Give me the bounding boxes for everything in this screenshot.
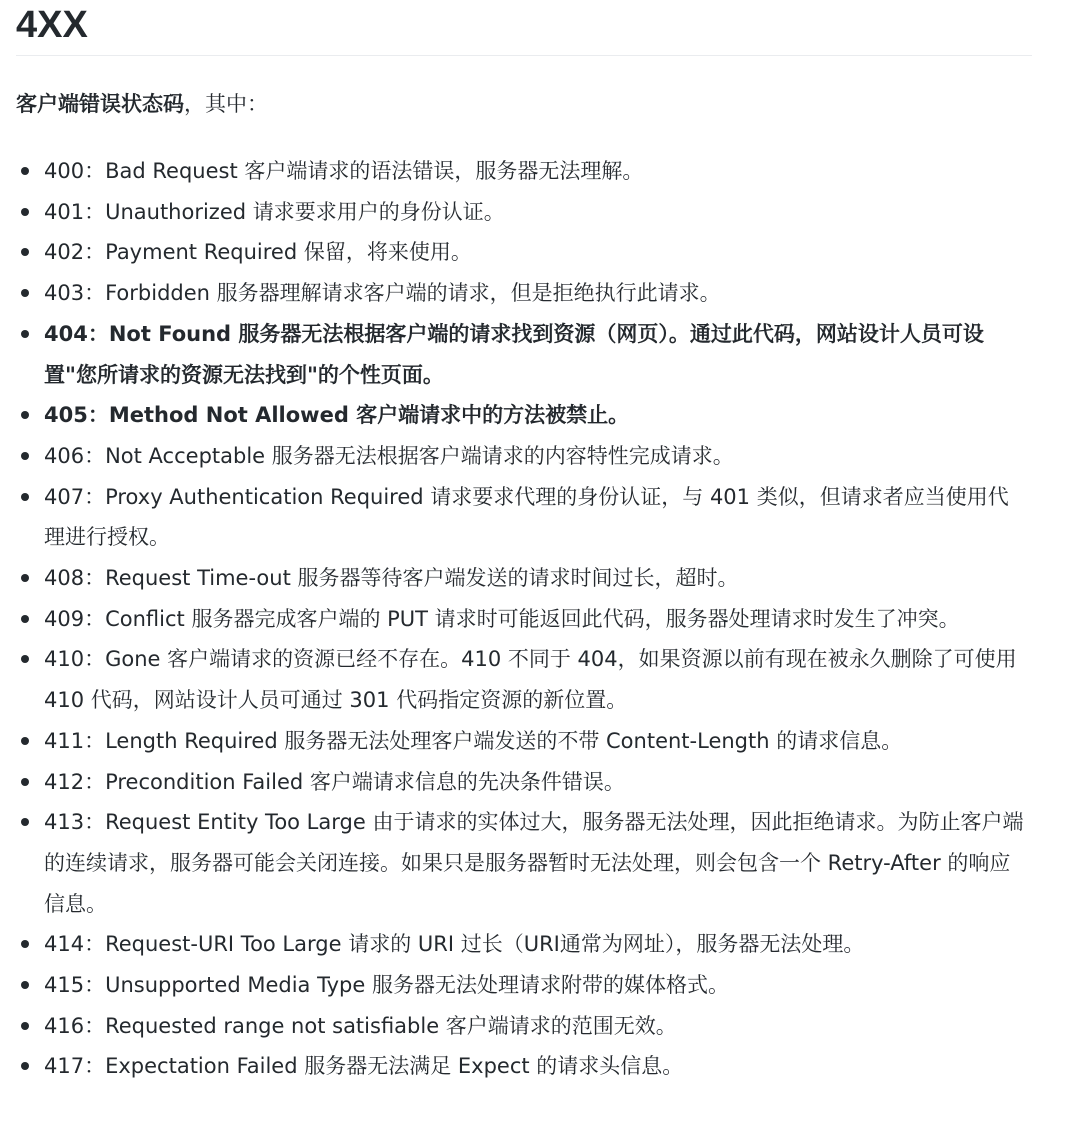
status-desc: 请求要求用户的身份认证。 (246, 199, 505, 224)
intro-strong: 客户端错误状态码 (16, 92, 184, 116)
status-code: 401 (44, 199, 85, 224)
bullet-icon (21, 411, 29, 419)
status-desc: 客户端请求的语法错误，服务器无法理解。 (237, 159, 644, 183)
bullet-icon (21, 493, 29, 501)
bullet-icon (21, 655, 29, 663)
status-sep: ： (84, 240, 106, 265)
bullet-icon (21, 452, 29, 460)
status-code-item-417 (16, 1046, 1026, 1087)
status-sep: ： (84, 199, 106, 224)
status-name: Unsupported Media Type (105, 973, 366, 998)
status-sep: ： (84, 566, 106, 591)
intro-paragraph (16, 56, 1053, 119)
status-name: Precondition Failed (105, 769, 304, 794)
status-name: Gone (105, 647, 161, 672)
bullet-icon (21, 981, 29, 989)
bullet-icon (21, 167, 29, 175)
status-code: 403 (44, 281, 85, 306)
status-sep: ： (84, 443, 106, 468)
status-name: Request Time-out (105, 566, 291, 591)
status-code: 405 (44, 403, 88, 428)
status-sep: ： (84, 484, 106, 509)
status-code-item-401 (16, 192, 1026, 233)
status-code: 402 (44, 240, 85, 265)
bullet-icon (21, 208, 29, 216)
status-sep: ： (84, 769, 106, 794)
status-code-item-406 (16, 436, 1026, 477)
status-sep: ： (84, 932, 106, 957)
status-name: Request-URI Too Large (105, 932, 342, 957)
status-sep: ： (84, 728, 106, 753)
status-code: 404 (44, 321, 88, 346)
status-sep: ： (84, 1054, 106, 1079)
status-sep: ： (84, 606, 106, 631)
status-code-item-402 (16, 232, 1026, 273)
status-code: 412 (44, 769, 85, 794)
status-sep: ： (84, 647, 106, 672)
status-desc: 客户端请求中的方法被禁止。 (348, 403, 630, 428)
status-name: Not Acceptable (105, 443, 266, 468)
status-code: 400 (44, 159, 85, 183)
status-code: 410 (44, 647, 85, 672)
status-code-list (16, 151, 1053, 1087)
status-desc: 服务器无法根据客户端请求的内容特性完成请求。 (265, 443, 734, 468)
status-desc: 保留，将来使用。 (297, 240, 472, 265)
status-code-item-412 (16, 762, 1026, 803)
status-name: Not Found (108, 321, 232, 346)
status-sep: ： (87, 403, 109, 428)
status-name: Conflict (105, 606, 185, 631)
status-name: Request Entity Too Large (105, 810, 366, 835)
status-desc: 服务器无法满足 Expect 的请求头信息。 (297, 1054, 684, 1079)
bullet-icon (21, 818, 29, 826)
bullet-icon (21, 1062, 29, 1070)
status-name: Method Not Allowed (108, 403, 349, 428)
status-desc: 服务器等待客户端发送的请求时间过长，超时。 (290, 566, 739, 591)
status-code-item-413 (16, 802, 1026, 924)
status-code: 416 (44, 1013, 85, 1038)
status-sep: ： (84, 1013, 106, 1038)
bullet-icon (21, 1022, 29, 1030)
status-name: Bad Request (105, 159, 238, 183)
status-sep: ： (84, 973, 106, 998)
status-desc: 服务器无法根据客户端的请求找到资源（网页）。通过此代码，网站设计人员可设置"您所请求的资源无法找到"的个性页面。 (44, 321, 984, 387)
status-sep: ： (87, 321, 109, 346)
status-name: Expectation Failed (105, 1054, 298, 1079)
status-code-item-407 (16, 477, 1026, 558)
status-name: Payment Required (105, 240, 298, 265)
status-code-item-409 (16, 599, 1026, 640)
bullet-icon (21, 615, 29, 623)
status-sep: ： (84, 810, 106, 835)
status-code-item-411 (16, 721, 1026, 762)
status-name: Requested range not satisfiable (105, 1013, 440, 1038)
status-code: 406 (44, 443, 85, 468)
status-code-item-416 (16, 1006, 1026, 1047)
bullet-icon (21, 289, 29, 297)
status-code: 417 (44, 1054, 85, 1079)
status-name: Proxy Authentication Required (105, 484, 424, 509)
status-code: 414 (44, 932, 85, 957)
status-code: 413 (44, 810, 85, 835)
status-code: 408 (44, 566, 85, 591)
bullet-icon (21, 574, 29, 582)
bullet-icon (21, 248, 29, 256)
status-desc: 客户端请求的范围无效。 (439, 1013, 677, 1038)
status-desc: 客户端请求信息的先决条件错误。 (303, 769, 625, 794)
bullet-icon (21, 330, 29, 338)
section-heading: 4XX (16, 0, 1032, 56)
status-desc: 服务器理解请求客户端的请求，但是拒绝执行此请求。 (209, 281, 721, 306)
status-name: Unauthorized (105, 199, 247, 224)
status-code-item-404 (16, 314, 1026, 395)
status-desc: 客户端请求的资源已经不存在。410 不同于 404，如果资源以前有现在被永久删除了可使用 410 代码，网站设计人员可通过 301 代码指定资源的新位置。 (44, 647, 1017, 713)
status-desc: 请求要求代理的身份认证，与 401 类似，但请求者应当使用代理进行授权。 (44, 484, 1009, 550)
status-desc: 服务器无法处理请求附带的媒体格式。 (365, 973, 729, 998)
status-name: Forbidden (105, 281, 210, 306)
status-code: 415 (44, 973, 85, 998)
status-sep: ： (84, 159, 106, 183)
status-code: 407 (44, 484, 85, 509)
status-desc: 服务器无法处理客户端发送的不带 Content-Length 的请求信息。 (277, 728, 903, 753)
status-code-item-403 (16, 273, 1026, 314)
status-desc: 由于请求的实体过大，服务器无法处理，因此拒绝请求。为防止客户端的连续请求，服务器可能会关闭连接。如果只是服务器暂时无法处理，则会包含一个 Retry-After 的响应信息。 (44, 810, 1024, 916)
status-desc: 请求的 URI 过长（URI通常为网址），服务器无法处理。 (341, 932, 865, 957)
bullet-icon (21, 737, 29, 745)
status-code-item-410 (16, 639, 1026, 720)
intro-rest: ，其中： (184, 92, 268, 116)
bullet-icon (21, 940, 29, 948)
status-code-item-415 (16, 965, 1026, 1006)
status-code: 409 (44, 606, 85, 631)
status-code-item-400 (16, 151, 1026, 192)
status-sep: ： (84, 281, 106, 306)
bullet-icon (21, 778, 29, 786)
status-code-item-414 (16, 924, 1026, 965)
status-name: Length Required (105, 728, 278, 753)
status-code-item-408 (16, 558, 1026, 599)
status-desc: 服务器完成客户端的 PUT 请求时可能返回此代码，服务器处理请求时发生了冲突。 (184, 606, 960, 631)
status-code-item-405 (16, 395, 1026, 436)
status-code: 411 (44, 728, 85, 753)
